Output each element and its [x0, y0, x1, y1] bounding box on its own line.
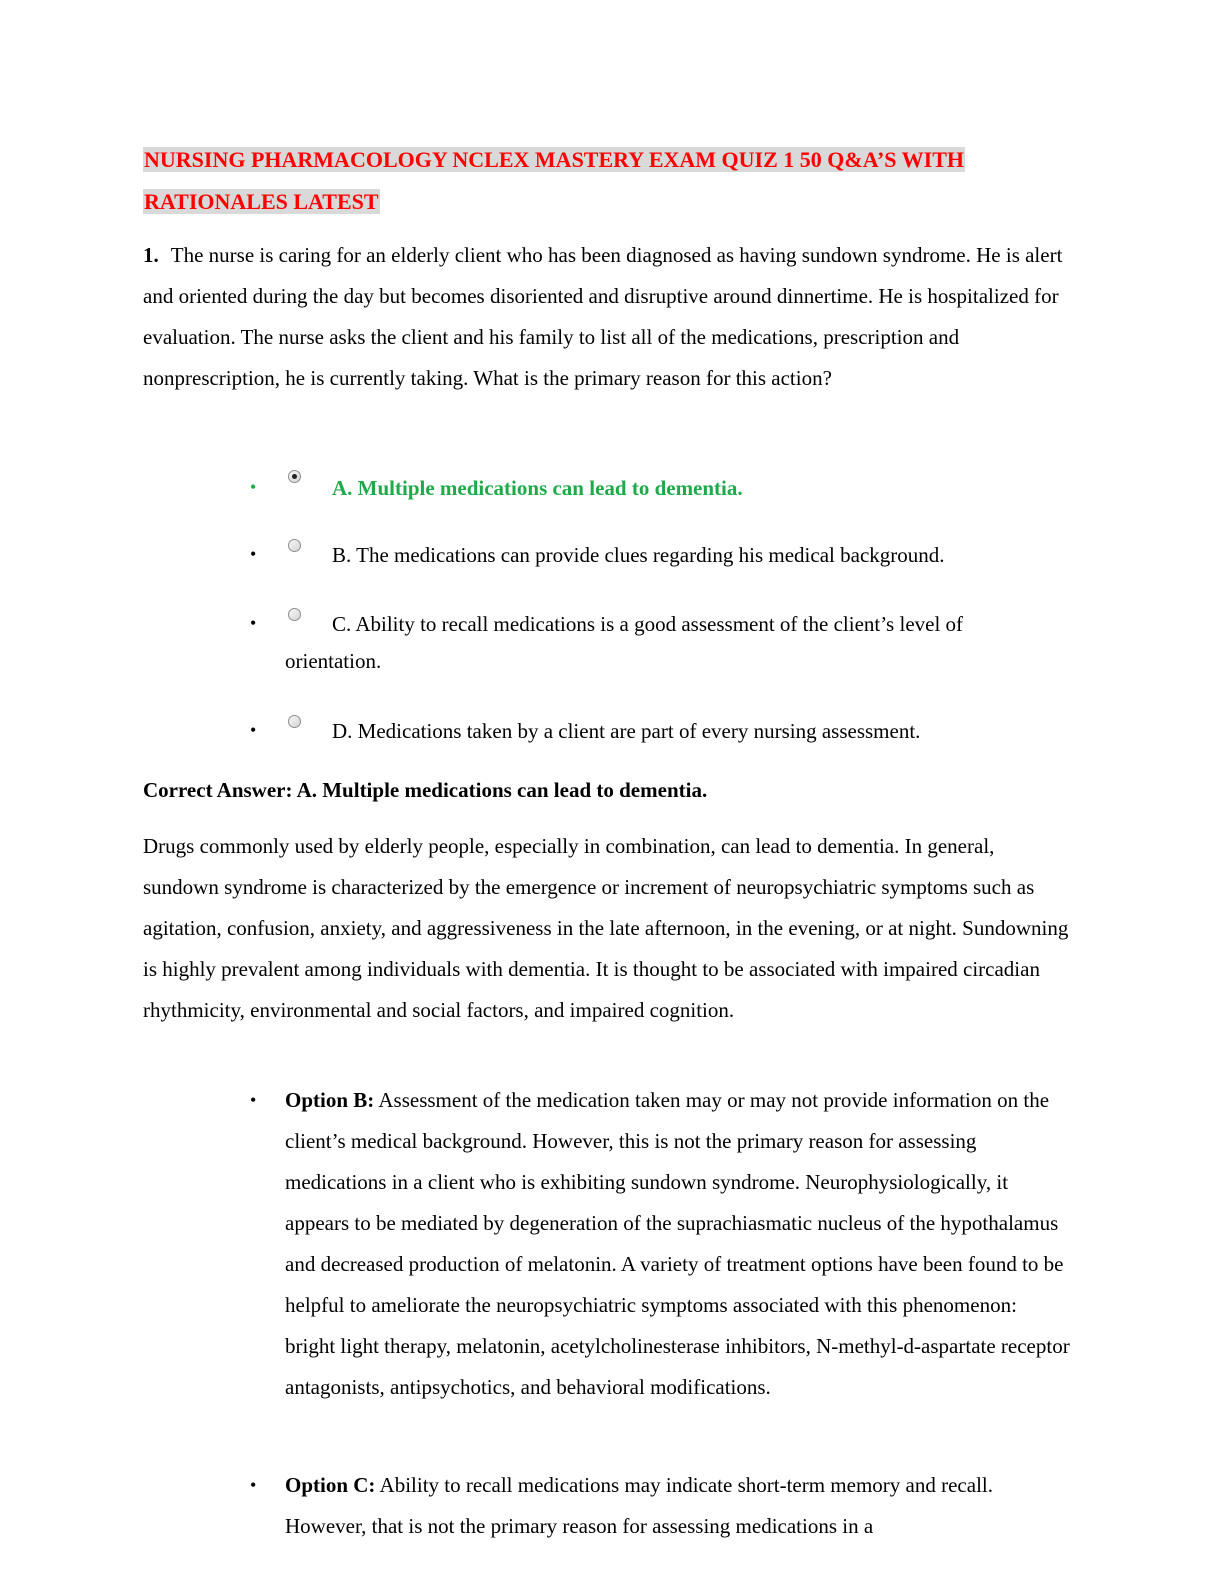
- explanation-text: [285, 1080, 1070, 1408]
- explanation-body: Assessment of the medication taken may or may not provide information on the client’s medical background. However, this is not the primary reason for assessing medications in a client who is exhibiting sundown syndrome. Neurophysiologically, it appears to be mediated by degeneration of the suprachiasmatic nucleus of the hypothalamus and decreased production of melatonin. A variety of treatment options have been found to be helpful to ameliorate the neuropsychiatric symptoms associated with this phenomenon: bright light therapy, melatonin, acetylcholinesterase inhibitors, N-methyl-d-aspartate receptor antagonists, antipsychotics, and behavioral modifications.: [285, 1088, 1070, 1399]
- explanation-body: Ability to recall medications may indicate short-term memory and recall. However, that is not the primary reason for assessing medications in a: [285, 1473, 993, 1538]
- explanation-label: Option B:: [285, 1088, 375, 1112]
- option-c-text: C. Ability to recall medications is a good assessment of the client’s level of orientation.: [285, 612, 964, 673]
- bullet-icon: •: [250, 1090, 257, 1110]
- bullet-icon: •: [250, 720, 257, 740]
- question-text: The nurse is caring for an elderly client who has been diagnosed as having sundown syndrome. He is alert and oriented during the day but becomes disoriented and disruptive around dinnertime. He is hospitalized for evaluation. The nurse asks the client and his family to list all of the medications, prescription and nonprescription, he is currently taking. What is the primary reason for this action?: [143, 243, 1063, 390]
- explanation-label: Option C:: [285, 1473, 376, 1497]
- bullet-icon: •: [250, 544, 257, 564]
- option-d-text: D. Medications taken by a client are part of every nursing assessment.: [332, 719, 921, 743]
- document-title: [143, 139, 1103, 222]
- question-number: 1.: [143, 243, 159, 267]
- option-a-text: A. Multiple medications can lead to dementia.: [332, 476, 743, 500]
- explanation-text: [285, 1465, 1070, 1547]
- question-1: [143, 235, 1078, 399]
- bullet-icon: •: [250, 613, 257, 633]
- rationale-text: Drugs commonly used by elderly people, especially in combination, can lead to dementia. In general, sundown syndrome is characterized by the emergence or increment of neuropsychiatric symptoms such as agitation, confusion, anxiety, and aggressiveness in the late afternoon, in the evening, or at night. Sundowning is highly prevalent among individuals with dementia. It is thought to be associated with impaired circadian rhythmicity, environmental and social factors, and impaired cognition.: [143, 834, 1069, 1022]
- bullet-icon: •: [250, 477, 257, 497]
- correct-answer: Correct Answer: A. Multiple medications can lead to dementia.: [143, 778, 708, 802]
- option-b-text: B. The medications can provide clues regarding his medical background.: [332, 543, 945, 567]
- title-line-1: NURSING PHARMACOLOGY NCLEX MASTERY EXAM QUIZ 1 50 Q&A’S WITH: [144, 147, 964, 172]
- bullet-icon: •: [250, 1475, 257, 1495]
- title-line-2: RATIONALES LATEST: [144, 188, 379, 214]
